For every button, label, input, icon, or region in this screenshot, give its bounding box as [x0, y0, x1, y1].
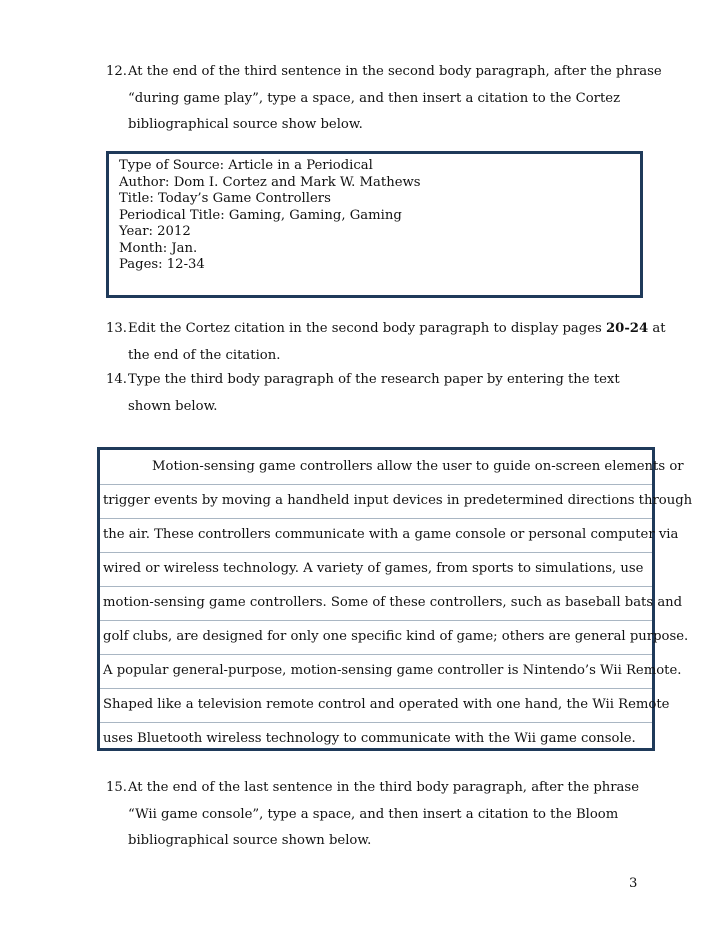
paragraph-line: Shaped like a television remote control and operated with one hand, the Wii Remote	[100, 688, 652, 723]
instruction-number: 12.	[106, 64, 127, 79]
source-line: Pages: 12-34	[119, 257, 205, 272]
source-line: Title: Today’s Game Controllers	[119, 191, 331, 206]
instruction-14	[106, 367, 666, 420]
source-line: Author: Dom I. Cortez and Mark W. Mathews	[119, 174, 421, 190]
instruction-text: Edit the Cortez citation in the second body paragraph to display pages 20-24 at the end of the citation.	[128, 321, 666, 363]
third-body-paragraph-box	[97, 447, 693, 751]
instruction-13	[106, 316, 666, 369]
page-number: 3	[629, 876, 638, 891]
paragraph-line: uses Bluetooth wireless technology to communicate with the Wii game console.	[103, 731, 636, 746]
cortez-source-box	[106, 151, 643, 298]
instruction-text: At the end of the last sentence in the third body paragraph, after the phrase “Wii game console”, type a space, and then insert a citation to the Bloom bibliographical source shown below.	[128, 780, 639, 848]
source-line: Periodical Title: Gaming, Gaming, Gaming	[119, 207, 402, 223]
instruction-text: At the end of the third sentence in the second body paragraph, after the phrase “during game play”, type a space, and then insert a citation to the Cortez bibliographical source show below.	[128, 64, 662, 132]
instruction-number: 14.	[106, 372, 127, 387]
paragraph-line: trigger events by moving a handheld input devices in predetermined directions through	[100, 484, 652, 519]
paragraph-line: wired or wireless technology. A variety of games, from sports to simulations, use	[100, 552, 652, 587]
paragraph-line: Motion-sensing game controllers allow the user to guide on-screen elements or	[100, 450, 652, 485]
paragraph-line: the air. These controllers communicate with a game console or personal computer via	[100, 518, 652, 553]
instruction-number: 13.	[106, 321, 127, 336]
instruction-12	[106, 59, 666, 139]
instruction-15	[106, 775, 666, 855]
source-line: Year: 2012	[119, 224, 191, 239]
instruction-number: 15.	[106, 780, 127, 795]
paragraph-line: A popular general-purpose, motion-sensing game controller is Nintendo’s Wii Remote.	[100, 654, 652, 689]
paragraph-line: golf clubs, are designed for only one specific kind of game; others are general purpose.	[100, 620, 652, 655]
page-range-bold: 20-24	[605, 321, 649, 336]
source-line: Month: Jan.	[119, 240, 198, 256]
instruction-text: Type the third body paragraph of the research paper by entering the text shown below.	[128, 372, 620, 414]
paragraph-line: motion-sensing game controllers. Some of these controllers, such as baseball bats and	[100, 586, 652, 621]
source-line: Type of Source: Article in a Periodical	[119, 158, 373, 173]
